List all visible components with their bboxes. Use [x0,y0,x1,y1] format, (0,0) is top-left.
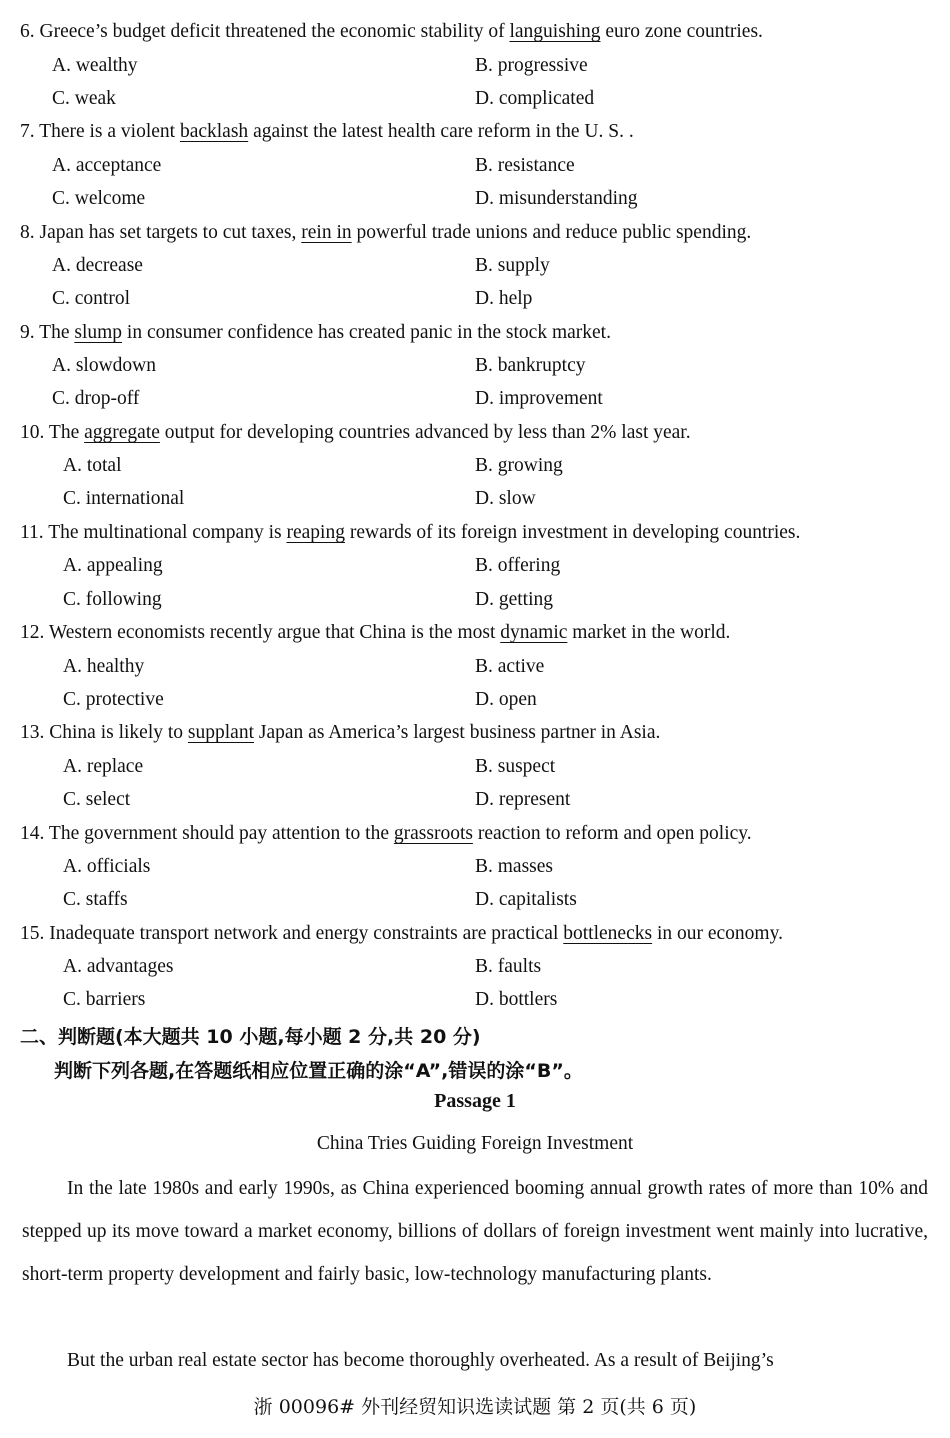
option-a: A. total [63,455,122,476]
section-heading: 二、判断题(本大题共 10 小题,每小题 2 分,共 20 分) [20,1026,481,1048]
option-d: D. help [475,288,533,309]
question-text-after: against the latest health care reform in the U. S. . [248,121,634,142]
question-text-before: There is a violent [39,121,180,142]
question-number: 8. [20,222,35,243]
option-d: D. open [475,689,537,710]
question-6 [20,21,763,43]
option-b: B. growing [475,455,563,476]
underlined-keyword: grassroots [393,823,473,844]
question-text-after: powerful trade unions and reduce public spending. [351,222,752,243]
question-text-before: The [48,422,85,443]
question-9 [20,322,611,344]
option-c: C. control [52,288,130,309]
question-text-before: The [39,322,75,343]
option-a: A. wealthy [52,55,138,76]
passage-paragraph-1: In the late 1980s and early 1990s, as China experienced booming annual growth rates of more than 10% and stepped up its move toward a market economy, billions of dollars of foreign investment went mainly into lucrative, short-term property development and fairly basic, low-technology manufacturing plants. [22,1178,928,1285]
question-7 [20,121,634,143]
question-text-after: Japan as America’s largest business partner in Asia. [254,722,661,743]
question-12 [20,622,730,644]
question-text-after: in consumer confidence has created panic in the stock market. [122,322,611,343]
option-b: B. faults [475,956,542,977]
underlined-keyword: slump [74,322,123,343]
question-text-before: Western economists recently argue that China is the most [48,622,501,643]
option-b: B. progressive [475,55,588,76]
option-b: B. suspect [475,756,556,777]
option-d: D. capitalists [475,889,577,910]
question-number: 6. [20,21,35,42]
option-c: C. drop-off [52,388,140,409]
question-number: 13. [20,722,45,743]
question-text-after: reaction to reform and open policy. [472,823,752,844]
question-text-before: The multinational company is [48,522,287,543]
question-15 [20,923,783,945]
option-d: D. bottlers [475,989,558,1010]
option-a: A. appealing [63,555,163,576]
underlined-keyword: rein in [301,222,352,243]
question-number: 9. [20,322,35,343]
option-b: B. masses [475,856,553,877]
question-text-before: Greece’s budget deficit threatened the economic stability of [39,21,510,42]
underlined-keyword: languishing [509,21,601,42]
option-c: C. staffs [63,889,128,910]
underlined-keyword: dynamic [500,622,568,643]
option-b: B. resistance [475,155,575,176]
underlined-keyword: reaping [286,522,345,543]
option-c: C. barriers [63,989,146,1010]
option-a: A. acceptance [52,155,162,176]
question-14 [20,823,752,845]
question-number: 11. [20,522,44,543]
page-footer: 浙 00096# 外刊经贸知识选读试题 第 2 页(共 6 页) [253,1396,697,1418]
option-b: B. active [475,656,545,677]
question-text-after: euro zone countries. [600,21,763,42]
question-number: 15. [20,923,45,944]
option-b: B. offering [475,555,561,576]
option-a: A. healthy [63,656,145,677]
option-c: C. welcome [52,188,146,209]
option-d: D. improvement [475,388,603,409]
option-a: A. advantages [63,956,174,977]
question-number: 7. [20,121,35,142]
option-c: C. weak [52,88,116,109]
option-a: A. decrease [52,255,143,276]
question-text-before: Inadequate transport network and energy constraints are practical [49,923,564,944]
option-d: D. slow [475,488,536,509]
question-number: 14. [20,823,45,844]
underlined-keyword: backlash [179,121,249,142]
section-instruction: 判断下列各题,在答题纸相应位置正确的涂“A”,错误的涂“B”。 [54,1060,583,1082]
option-b: B. supply [475,255,550,276]
question-10 [20,422,691,444]
option-c: C. select [63,789,131,810]
question-text-after: output for developing countries advanced by less than 2% last year. [159,422,691,443]
option-a: A. slowdown [52,355,157,376]
option-d: D. represent [475,789,571,810]
question-text-before: China is likely to [49,722,188,743]
question-11 [20,522,800,544]
option-d: D. misunderstanding [475,188,638,209]
option-a: A. officials [63,856,151,877]
option-d: D. getting [475,589,553,610]
passage-title: China Tries Guiding Foreign Investment [316,1133,634,1154]
option-d: D. complicated [475,88,595,109]
option-c: C. protective [63,689,164,710]
question-number: 10. [20,422,45,443]
question-number: 12. [20,622,45,643]
question-text-before: The government should pay attention to the [48,823,394,844]
underlined-keyword: bottlenecks [563,923,653,944]
option-c: C. following [63,589,162,610]
question-text-before: Japan has set targets to cut taxes, [39,222,302,243]
question-text-after: market in the world. [567,622,731,643]
question-13 [20,722,660,744]
passage-paragraph-2: But the urban real estate sector has become thoroughly overheated. As a result of Beijing’s [67,1350,774,1371]
question-8 [20,222,751,244]
question-text-after: in our economy. [652,923,783,944]
option-b: B. bankruptcy [475,355,586,376]
passage-label: Passage 1 [434,1090,516,1112]
option-a: A. replace [63,756,144,777]
option-c: C. international [63,488,185,509]
underlined-keyword: aggregate [84,422,160,443]
question-text-after: rewards of its foreign investment in developing countries. [344,522,801,543]
underlined-keyword: supplant [187,722,255,743]
